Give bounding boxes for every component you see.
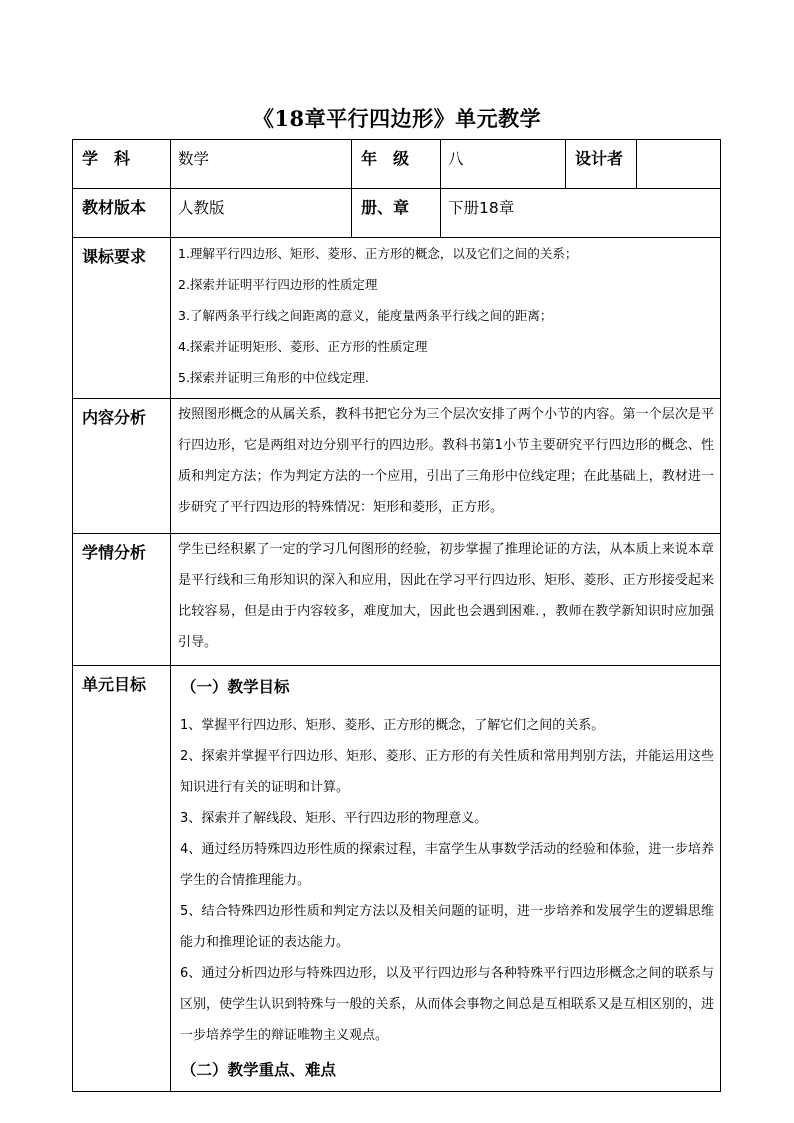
content-analysis-row [73, 399, 721, 534]
goal-item: 2、探索并掌握平行四边形、矩形、菱形、正方形的有关性质和常用判别方法，并能运用这些知识进行有关的证明和计算。 [180, 749, 714, 795]
volume-label: 册、章 [352, 189, 441, 238]
grade-label: 年 级 [352, 140, 441, 189]
designer-label: 设计者 [566, 140, 637, 189]
subject-label: 学 科 [73, 140, 171, 189]
standard-item: 4.探索并证明矩形、菱形、正方形的性质定理 [178, 339, 428, 354]
edition-label: 教材版本 [73, 189, 171, 238]
unit-goals-row [73, 666, 721, 1092]
subject-value: 数学 [171, 140, 352, 189]
goal-item: 5、结合特殊四边形性质和判定方法以及相关问题的证明，进一步培养和发展学生的逻辑思维能力和推理论证的表达能力。 [180, 904, 714, 950]
page-title: 《18章平行四边形》单元教学 [252, 106, 542, 131]
unit-goals-content [171, 666, 721, 1092]
standard-item: 2.探索并证明平行四边形的性质定理 [178, 277, 378, 292]
standards-row [73, 238, 721, 399]
designer-value [637, 140, 721, 189]
standards-content [171, 238, 721, 399]
standard-item: 1.理解平行四边形、矩形、菱形、正方形的概念，以及它们之间的关系； [178, 246, 578, 261]
edition-row [73, 189, 721, 238]
goal-item: 1、掌握平行四边形、矩形、菱形、正方形的概念，了解它们之间的关系。 [180, 718, 605, 733]
unit-goals-label: 单元目标 [73, 666, 171, 1092]
edition-value: 人教版 [171, 189, 352, 238]
key-points-section-title: （二）教学重点、难点 [181, 1061, 337, 1079]
volume-value: 下册18章 [441, 189, 721, 238]
standard-item: 3.了解两条平行线之间距离的意义，能度量两条平行线之间的距离； [178, 308, 553, 323]
goals-section-title: （一）教学目标 [181, 678, 290, 696]
goal-item: 6、通过分析四边形与特殊四边形，以及平行四边形与各种特殊平行四边形概念之间的联系与区别，使学生认识到特殊与一般的关系，从而体会事物之间总是互相联系又是互相区别的，进一步培养学生的辩证唯物主义观点。 [180, 966, 714, 1043]
content-analysis-label: 内容分析 [73, 399, 171, 534]
goal-item: 3、探索并了解线段、矩形、平行四边形的物理意义。 [180, 811, 488, 826]
student-analysis-text: 学生已经积累了一定的学习几何图形的经验，初步掌握了推理论证的方法，从本质上来说本章是平行线和三角形知识的深入和应用，因此在学习平行四边形、矩形、菱形、正方形接受起来比较容易，但是由于内容较多，难度加大，因此也会遇到困难．，教师在教学新知识时应加强引导。 [171, 534, 721, 666]
grade-value: 八 [441, 140, 566, 189]
student-analysis-row [73, 534, 721, 666]
unit-teaching-table [72, 139, 721, 1092]
subject-row [73, 140, 721, 189]
standard-item: 5.探索并证明三角形的中位线定理. [178, 370, 369, 385]
student-analysis-label: 学情分析 [73, 534, 171, 666]
goal-item: 4、通过经历特殊四边形性质的探索过程，丰富学生从事数学活动的经验和体验，进一步培养学生的合情推理能力。 [180, 842, 714, 888]
standards-label: 课标要求 [73, 238, 171, 399]
content-analysis-text: 按照图形概念的从属关系，教科书把它分为三个层次安排了两个小节的内容。第一个层次是平行四边形，它是两组对边分别平行的四边形。教科书第1小节主要研究平行四边形的概念、性质和判定方法；作为判定方法的一个应用，引出了三角形中位线定理；在此基础上，教材进一步研究了平行四边形的特殊情况：矩形和菱形，正方形。 [171, 399, 721, 534]
